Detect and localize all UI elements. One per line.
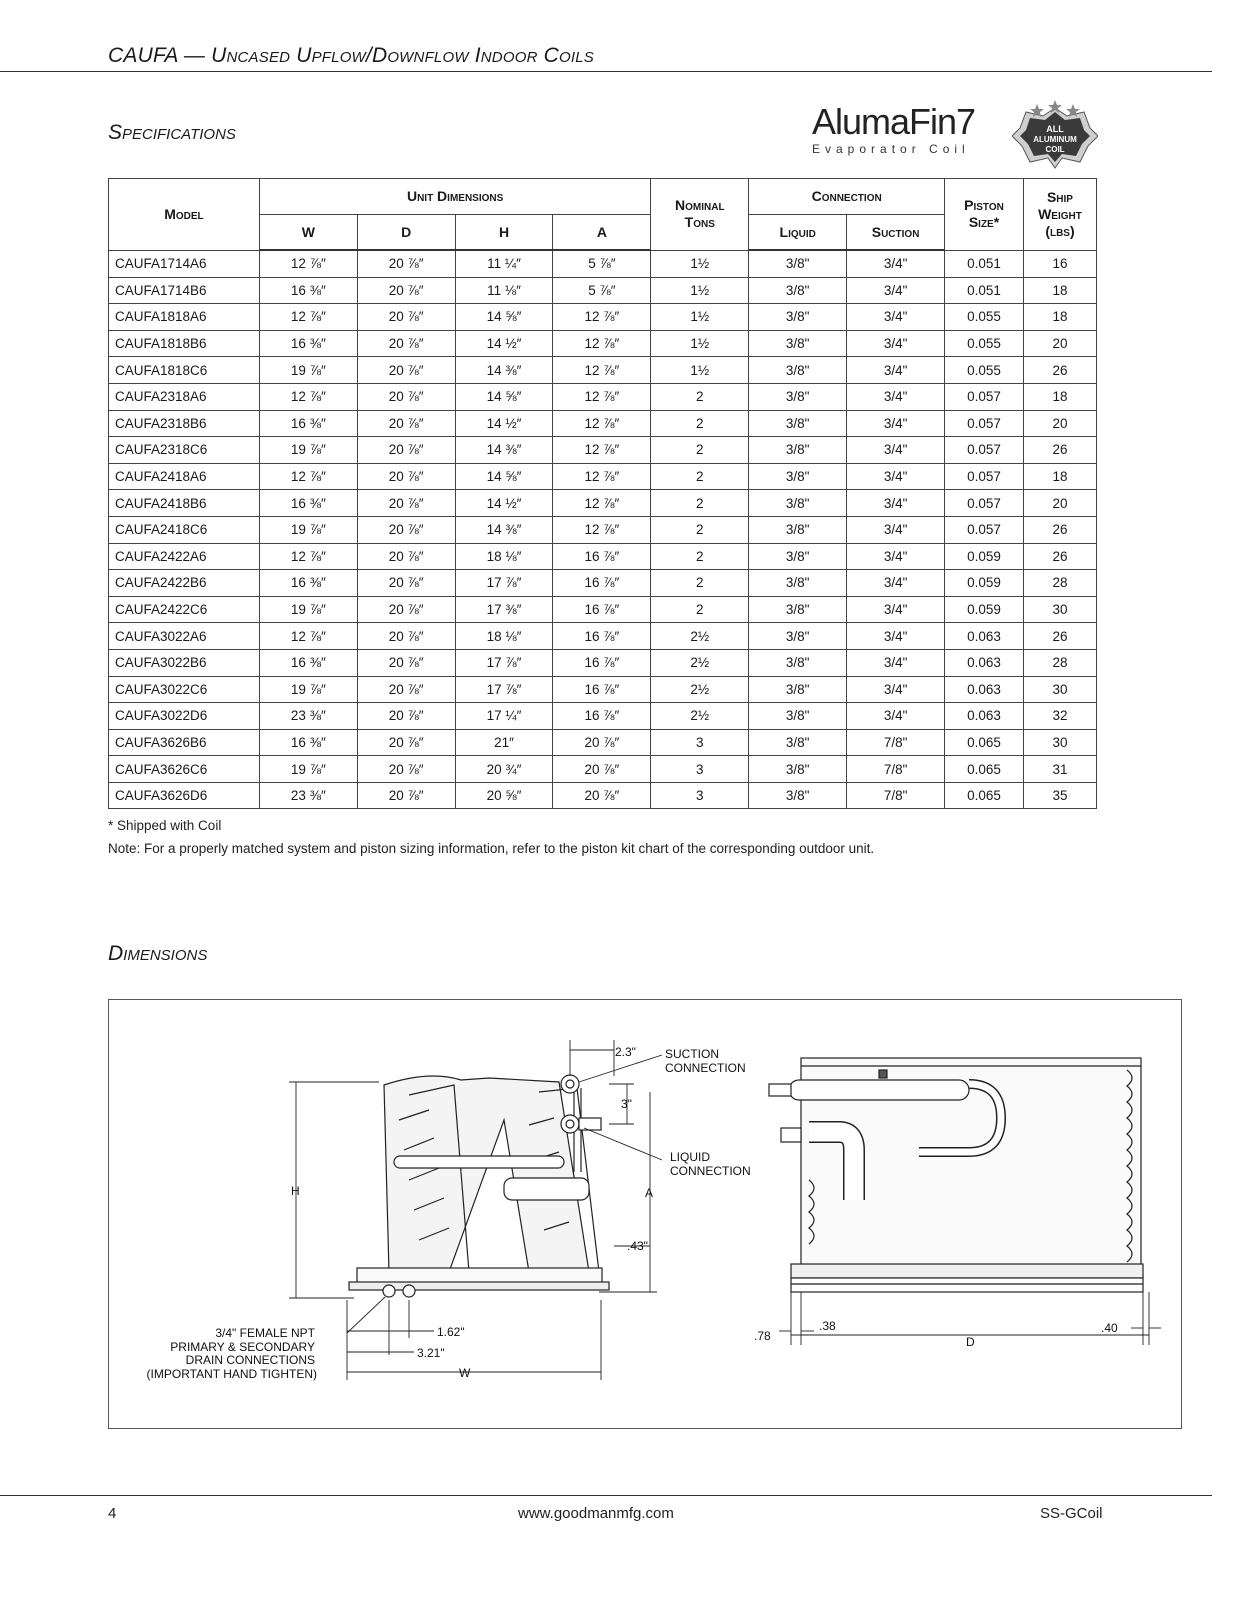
cell-piston: 0.051 [945, 277, 1024, 304]
table-row [109, 304, 1097, 331]
cell-d: 20 ⅞″ [357, 463, 455, 490]
cell-model: CAUFA1714A6 [109, 250, 260, 277]
table-row [109, 623, 1097, 650]
cell-tons: 2 [651, 516, 749, 543]
alumafin-logo [812, 102, 974, 162]
footnote-shipped-with-coil: * Shipped with Coil [108, 818, 222, 833]
cell-h: 11 ¼″ [455, 250, 553, 277]
cell-a: 16 ⅞″ [553, 596, 651, 623]
cell-h: 11 ⅛″ [455, 277, 553, 304]
cell-piston: 0.051 [945, 250, 1024, 277]
cell-model: CAUFA3626D6 [109, 782, 260, 809]
cell-weight: 20 [1023, 410, 1096, 437]
cell-d: 20 ⅞″ [357, 490, 455, 517]
table-row [109, 463, 1097, 490]
cell-w: 12 ⅞″ [259, 463, 357, 490]
cell-a: 16 ⅞″ [553, 649, 651, 676]
cell-tons: 2½ [651, 703, 749, 730]
front-view-coil [349, 1075, 609, 1297]
cell-suction: 3/4" [847, 703, 945, 730]
table-row [109, 570, 1097, 597]
cell-weight: 28 [1023, 649, 1096, 676]
label-dim-h: H [291, 1184, 300, 1198]
col-connection: Connection [749, 179, 945, 215]
cell-model: CAUFA3022C6 [109, 676, 260, 703]
svg-text:ALL: ALL [1046, 124, 1064, 134]
cell-h: 14 ⅜″ [455, 437, 553, 464]
cell-w: 19 ⅞″ [259, 437, 357, 464]
cell-tons: 2½ [651, 676, 749, 703]
cell-piston: 0.057 [945, 410, 1024, 437]
cell-h: 17 ⅞″ [455, 570, 553, 597]
cell-model: CAUFA3022D6 [109, 703, 260, 730]
cell-model: CAUFA2318C6 [109, 437, 260, 464]
cell-suction: 3/4" [847, 383, 945, 410]
col-nominal-tons [651, 179, 749, 251]
col-suction: Suction [847, 215, 945, 251]
table-row [109, 649, 1097, 676]
cell-suction: 3/4" [847, 463, 945, 490]
cell-piston: 0.057 [945, 463, 1024, 490]
cell-a: 12 ⅞″ [553, 304, 651, 331]
cell-d: 20 ⅞″ [357, 729, 455, 756]
cell-weight: 32 [1023, 703, 1096, 730]
table-row [109, 437, 1097, 464]
cell-a: 12 ⅞″ [553, 463, 651, 490]
table-row [109, 490, 1097, 517]
cell-weight: 30 [1023, 596, 1096, 623]
label-dim-43: .43" [627, 1239, 648, 1253]
cell-w: 12 ⅞″ [259, 250, 357, 277]
label-dim-3-21: 3.21" [417, 1346, 445, 1360]
cell-weight: 18 [1023, 383, 1096, 410]
cell-d: 20 ⅞″ [357, 782, 455, 809]
cell-w: 12 ⅞″ [259, 623, 357, 650]
cell-weight: 35 [1023, 782, 1096, 809]
label-dim-a: A [645, 1186, 654, 1200]
cell-liquid: 3/8" [749, 596, 847, 623]
col-piston-size [945, 179, 1024, 251]
cell-suction: 7/8" [847, 756, 945, 783]
cell-tons: 1½ [651, 250, 749, 277]
cell-weight: 20 [1023, 490, 1096, 517]
table-row [109, 729, 1097, 756]
cell-d: 20 ⅞″ [357, 756, 455, 783]
cell-model: CAUFA3022B6 [109, 649, 260, 676]
cell-liquid: 3/8" [749, 330, 847, 357]
cell-tons: 2 [651, 437, 749, 464]
cell-liquid: 3/8" [749, 703, 847, 730]
table-row [109, 410, 1097, 437]
cell-tons: 2 [651, 596, 749, 623]
label-dim-d: D [966, 1335, 975, 1349]
cell-liquid: 3/8" [749, 277, 847, 304]
cell-suction: 3/4" [847, 570, 945, 597]
table-row [109, 250, 1097, 277]
label-dim-78: .78 [754, 1329, 771, 1343]
cell-piston: 0.055 [945, 304, 1024, 331]
col-nominal-label: Nominal [675, 197, 725, 214]
specifications-heading: Specifications [108, 121, 236, 144]
cell-suction: 7/8" [847, 782, 945, 809]
table-row [109, 782, 1097, 809]
cell-liquid: 3/8" [749, 304, 847, 331]
cell-suction: 3/4" [847, 277, 945, 304]
cell-tons: 3 [651, 756, 749, 783]
cell-model: CAUFA3022A6 [109, 623, 260, 650]
cell-tons: 1½ [651, 330, 749, 357]
table-row [109, 357, 1097, 384]
label-dim-2-3: 2.3" [615, 1045, 636, 1059]
cell-liquid: 3/8" [749, 383, 847, 410]
cell-weight: 18 [1023, 463, 1096, 490]
footer-rule [0, 1495, 1212, 1496]
label-liquid-2: CONNECTION [670, 1164, 751, 1178]
cell-tons: 2 [651, 383, 749, 410]
cell-a: 5 ⅞″ [553, 277, 651, 304]
cell-h: 20 ⅝″ [455, 782, 553, 809]
label-dim-1-62: 1.62" [437, 1325, 465, 1339]
cell-d: 20 ⅞″ [357, 570, 455, 597]
cell-liquid: 3/8" [749, 756, 847, 783]
cell-a: 12 ⅞″ [553, 383, 651, 410]
cell-d: 20 ⅞″ [357, 516, 455, 543]
cell-w: 16 ⅜″ [259, 570, 357, 597]
cell-d: 20 ⅞″ [357, 543, 455, 570]
cell-suction: 3/4" [847, 596, 945, 623]
col-ship-label: Ship [1046, 188, 1073, 205]
col-piston-label: Piston [964, 197, 1004, 214]
cell-piston: 0.055 [945, 330, 1024, 357]
cell-model: CAUFA2418A6 [109, 463, 260, 490]
cell-piston: 0.057 [945, 516, 1024, 543]
page-title: CAUFA — Uncased Upflow/Downflow Indoor Coils [108, 44, 594, 67]
cell-a: 20 ⅞″ [553, 729, 651, 756]
cell-weight: 30 [1023, 729, 1096, 756]
cell-piston: 0.057 [945, 437, 1024, 464]
cell-piston: 0.063 [945, 649, 1024, 676]
svg-text:COIL: COIL [1045, 145, 1065, 154]
table-row [109, 543, 1097, 570]
cell-d: 20 ⅞″ [357, 623, 455, 650]
cell-liquid: 3/8" [749, 649, 847, 676]
col-ship-weight [1023, 179, 1096, 251]
cell-d: 20 ⅞″ [357, 676, 455, 703]
cell-liquid: 3/8" [749, 463, 847, 490]
dimensions-diagram-frame [108, 999, 1182, 1429]
cell-d: 20 ⅞″ [357, 410, 455, 437]
cell-tons: 1½ [651, 304, 749, 331]
cell-a: 20 ⅞″ [553, 756, 651, 783]
website-link[interactable]: www.goodmanmfg.com [518, 1505, 674, 1522]
cell-w: 12 ⅞″ [259, 383, 357, 410]
col-model: Model [109, 179, 260, 251]
cell-weight: 26 [1023, 623, 1096, 650]
cell-a: 20 ⅞″ [553, 782, 651, 809]
cell-liquid: 3/8" [749, 782, 847, 809]
cell-suction: 3/4" [847, 357, 945, 384]
cell-a: 12 ⅞″ [553, 357, 651, 384]
cell-h: 18 ⅛″ [455, 543, 553, 570]
footnote-piston-note: Note: For a properly matched system and piston sizing information, refer to the piston kit chart of the corresponding outdoor unit. [108, 841, 875, 856]
cell-d: 20 ⅞″ [357, 330, 455, 357]
cell-weight: 16 [1023, 250, 1096, 277]
cell-d: 20 ⅞″ [357, 596, 455, 623]
col-w: W [259, 215, 357, 251]
cell-piston: 0.065 [945, 729, 1024, 756]
cell-weight: 26 [1023, 357, 1096, 384]
side-view-coil [769, 1058, 1143, 1292]
cell-tons: 2 [651, 490, 749, 517]
label-dim-w: W [459, 1366, 471, 1380]
cell-piston: 0.065 [945, 782, 1024, 809]
cell-weight: 26 [1023, 516, 1096, 543]
cell-model: CAUFA2418C6 [109, 516, 260, 543]
document-id: SS-GCoil [1040, 1505, 1103, 1522]
cell-w: 12 ⅞″ [259, 304, 357, 331]
cell-model: CAUFA1818B6 [109, 330, 260, 357]
cell-tons: 2½ [651, 649, 749, 676]
table-row [109, 676, 1097, 703]
cell-h: 20 ¾″ [455, 756, 553, 783]
cell-tons: 3 [651, 729, 749, 756]
table-row [109, 756, 1097, 783]
cell-tons: 1½ [651, 357, 749, 384]
cell-weight: 18 [1023, 277, 1096, 304]
table-row [109, 277, 1097, 304]
cell-w: 12 ⅞″ [259, 543, 357, 570]
label-suction-2: CONNECTION [665, 1061, 746, 1075]
cell-d: 20 ⅞″ [357, 703, 455, 730]
cell-w: 23 ⅜″ [259, 703, 357, 730]
cell-a: 16 ⅞″ [553, 676, 651, 703]
label-liquid-1: LIQUID [670, 1150, 711, 1164]
label-drain-2: PRIMARY & SECONDARY [170, 1340, 315, 1354]
cell-h: 21″ [455, 729, 553, 756]
cell-weight: 28 [1023, 570, 1096, 597]
cell-h: 17 ¼″ [455, 703, 553, 730]
cell-w: 16 ⅜″ [259, 277, 357, 304]
cell-weight: 30 [1023, 676, 1096, 703]
col-h: H [455, 215, 553, 251]
side-view-labels [754, 1319, 1118, 1349]
cell-weight: 20 [1023, 330, 1096, 357]
cell-model: CAUFA2318B6 [109, 410, 260, 437]
cell-liquid: 3/8" [749, 570, 847, 597]
cell-a: 16 ⅞″ [553, 623, 651, 650]
cell-tons: 2 [651, 570, 749, 597]
label-drain-1: 3/4" FEMALE NPT [215, 1326, 315, 1340]
cell-w: 16 ⅜″ [259, 729, 357, 756]
cell-w: 19 ⅞″ [259, 516, 357, 543]
cell-a: 12 ⅞″ [553, 516, 651, 543]
cell-a: 12 ⅞″ [553, 437, 651, 464]
cell-h: 14 ½″ [455, 410, 553, 437]
cell-piston: 0.059 [945, 543, 1024, 570]
cell-weight: 26 [1023, 437, 1096, 464]
dimensions-heading: Dimensions [108, 942, 208, 965]
cell-piston: 0.059 [945, 596, 1024, 623]
cell-liquid: 3/8" [749, 250, 847, 277]
cell-model: CAUFA3626B6 [109, 729, 260, 756]
table-row [109, 330, 1097, 357]
cell-w: 19 ⅞″ [259, 756, 357, 783]
cell-suction: 3/4" [847, 304, 945, 331]
cell-model: CAUFA1818C6 [109, 357, 260, 384]
cell-model: CAUFA2422A6 [109, 543, 260, 570]
cell-model: CAUFA2422C6 [109, 596, 260, 623]
cell-model: CAUFA1714B6 [109, 277, 260, 304]
cell-model: CAUFA3626C6 [109, 756, 260, 783]
svg-text:ALUMINUM: ALUMINUM [1033, 135, 1077, 144]
cell-w: 23 ⅜″ [259, 782, 357, 809]
col-a: A [553, 215, 651, 251]
cell-a: 16 ⅞″ [553, 570, 651, 597]
cell-h: 14 ⅝″ [455, 383, 553, 410]
table-row [109, 383, 1097, 410]
cell-liquid: 3/8" [749, 357, 847, 384]
cell-d: 20 ⅞″ [357, 304, 455, 331]
cell-model: CAUFA2318A6 [109, 383, 260, 410]
cell-model: CAUFA2422B6 [109, 570, 260, 597]
cell-a: 16 ⅞″ [553, 703, 651, 730]
cell-suction: 7/8" [847, 729, 945, 756]
cell-liquid: 3/8" [749, 676, 847, 703]
cell-w: 16 ⅜″ [259, 410, 357, 437]
cell-w: 19 ⅞″ [259, 596, 357, 623]
table-row [109, 516, 1097, 543]
cell-h: 18 ⅛″ [455, 623, 553, 650]
label-dim-3: 3" [621, 1097, 632, 1111]
cell-tons: 2 [651, 463, 749, 490]
cell-tons: 2½ [651, 623, 749, 650]
cell-suction: 3/4" [847, 490, 945, 517]
cell-piston: 0.063 [945, 623, 1024, 650]
cell-liquid: 3/8" [749, 729, 847, 756]
cell-tons: 1½ [651, 277, 749, 304]
col-unit-dimensions: Unit Dimensions [259, 179, 650, 215]
cell-piston: 0.059 [945, 570, 1024, 597]
cell-suction: 3/4" [847, 516, 945, 543]
cell-h: 14 ⅝″ [455, 463, 553, 490]
cell-liquid: 3/8" [749, 490, 847, 517]
cell-suction: 3/4" [847, 649, 945, 676]
cell-a: 12 ⅞″ [553, 490, 651, 517]
cell-a: 5 ⅞″ [553, 250, 651, 277]
dimensions-diagram [109, 1000, 1181, 1428]
table-row [109, 596, 1097, 623]
cell-w: 19 ⅞″ [259, 676, 357, 703]
cell-piston: 0.063 [945, 703, 1024, 730]
cell-piston: 0.057 [945, 383, 1024, 410]
cell-model: CAUFA1818A6 [109, 304, 260, 331]
cell-suction: 3/4" [847, 437, 945, 464]
cell-d: 20 ⅞″ [357, 383, 455, 410]
cell-d: 20 ⅞″ [357, 649, 455, 676]
cell-h: 17 ⅞″ [455, 649, 553, 676]
page-number: 4 [108, 1505, 117, 1522]
cell-d: 20 ⅞″ [357, 277, 455, 304]
cell-suction: 3/4" [847, 410, 945, 437]
cell-h: 14 ⅜″ [455, 357, 553, 384]
logo-brand: AlumaFin7 [812, 101, 976, 142]
label-drain-4: (IMPORTANT HAND TIGHTEN) [146, 1367, 317, 1381]
cell-d: 20 ⅞″ [357, 250, 455, 277]
cell-weight: 26 [1023, 543, 1096, 570]
col-d: D [357, 215, 455, 251]
col-tons-label: Tons [684, 214, 715, 231]
cell-h: 14 ½″ [455, 490, 553, 517]
label-dim-40: .40 [1101, 1321, 1118, 1335]
cell-weight: 18 [1023, 304, 1096, 331]
cell-piston: 0.065 [945, 756, 1024, 783]
col-size-label: Size* [968, 214, 1000, 231]
cell-d: 20 ⅞″ [357, 437, 455, 464]
cell-suction: 3/4" [847, 543, 945, 570]
logo-tagline: Evaporator Coil [812, 142, 970, 156]
col-lbs-label: (lbs) [1045, 222, 1075, 239]
specifications-table [108, 178, 1097, 809]
cell-model: CAUFA2418B6 [109, 490, 260, 517]
cell-piston: 0.057 [945, 490, 1024, 517]
cell-tons: 2 [651, 410, 749, 437]
cell-suction: 3/4" [847, 623, 945, 650]
cell-liquid: 3/8" [749, 516, 847, 543]
cell-liquid: 3/8" [749, 543, 847, 570]
cell-w: 16 ⅜″ [259, 490, 357, 517]
cell-h: 14 ⅜″ [455, 516, 553, 543]
col-weight-label: Weight [1038, 205, 1082, 222]
cell-a: 12 ⅞″ [553, 330, 651, 357]
all-aluminum-coil-badge-icon [1012, 100, 1098, 170]
cell-weight: 31 [1023, 756, 1096, 783]
specifications-table-body [109, 250, 1097, 809]
cell-w: 16 ⅜″ [259, 330, 357, 357]
cell-tons: 2 [651, 543, 749, 570]
cell-h: 17 ⅜″ [455, 596, 553, 623]
cell-suction: 3/4" [847, 676, 945, 703]
cell-liquid: 3/8" [749, 410, 847, 437]
cell-liquid: 3/8" [749, 623, 847, 650]
cell-tons: 3 [651, 782, 749, 809]
cell-piston: 0.055 [945, 357, 1024, 384]
cell-w: 19 ⅞″ [259, 357, 357, 384]
label-suction-1: SUCTION [665, 1047, 719, 1061]
cell-piston: 0.063 [945, 676, 1024, 703]
col-liquid: Liquid [749, 215, 847, 251]
cell-d: 20 ⅞″ [357, 357, 455, 384]
cell-h: 14 ½″ [455, 330, 553, 357]
label-drain-3: DRAIN CONNECTIONS [185, 1353, 315, 1367]
label-dim-38: .38 [819, 1319, 836, 1333]
table-row [109, 703, 1097, 730]
cell-h: 17 ⅞″ [455, 676, 553, 703]
cell-suction: 3/4" [847, 250, 945, 277]
cell-liquid: 3/8" [749, 437, 847, 464]
cell-a: 16 ⅞″ [553, 543, 651, 570]
cell-w: 16 ⅜″ [259, 649, 357, 676]
cell-suction: 3/4" [847, 330, 945, 357]
cell-h: 14 ⅝″ [455, 304, 553, 331]
header-rule [0, 71, 1212, 72]
cell-a: 12 ⅞″ [553, 410, 651, 437]
